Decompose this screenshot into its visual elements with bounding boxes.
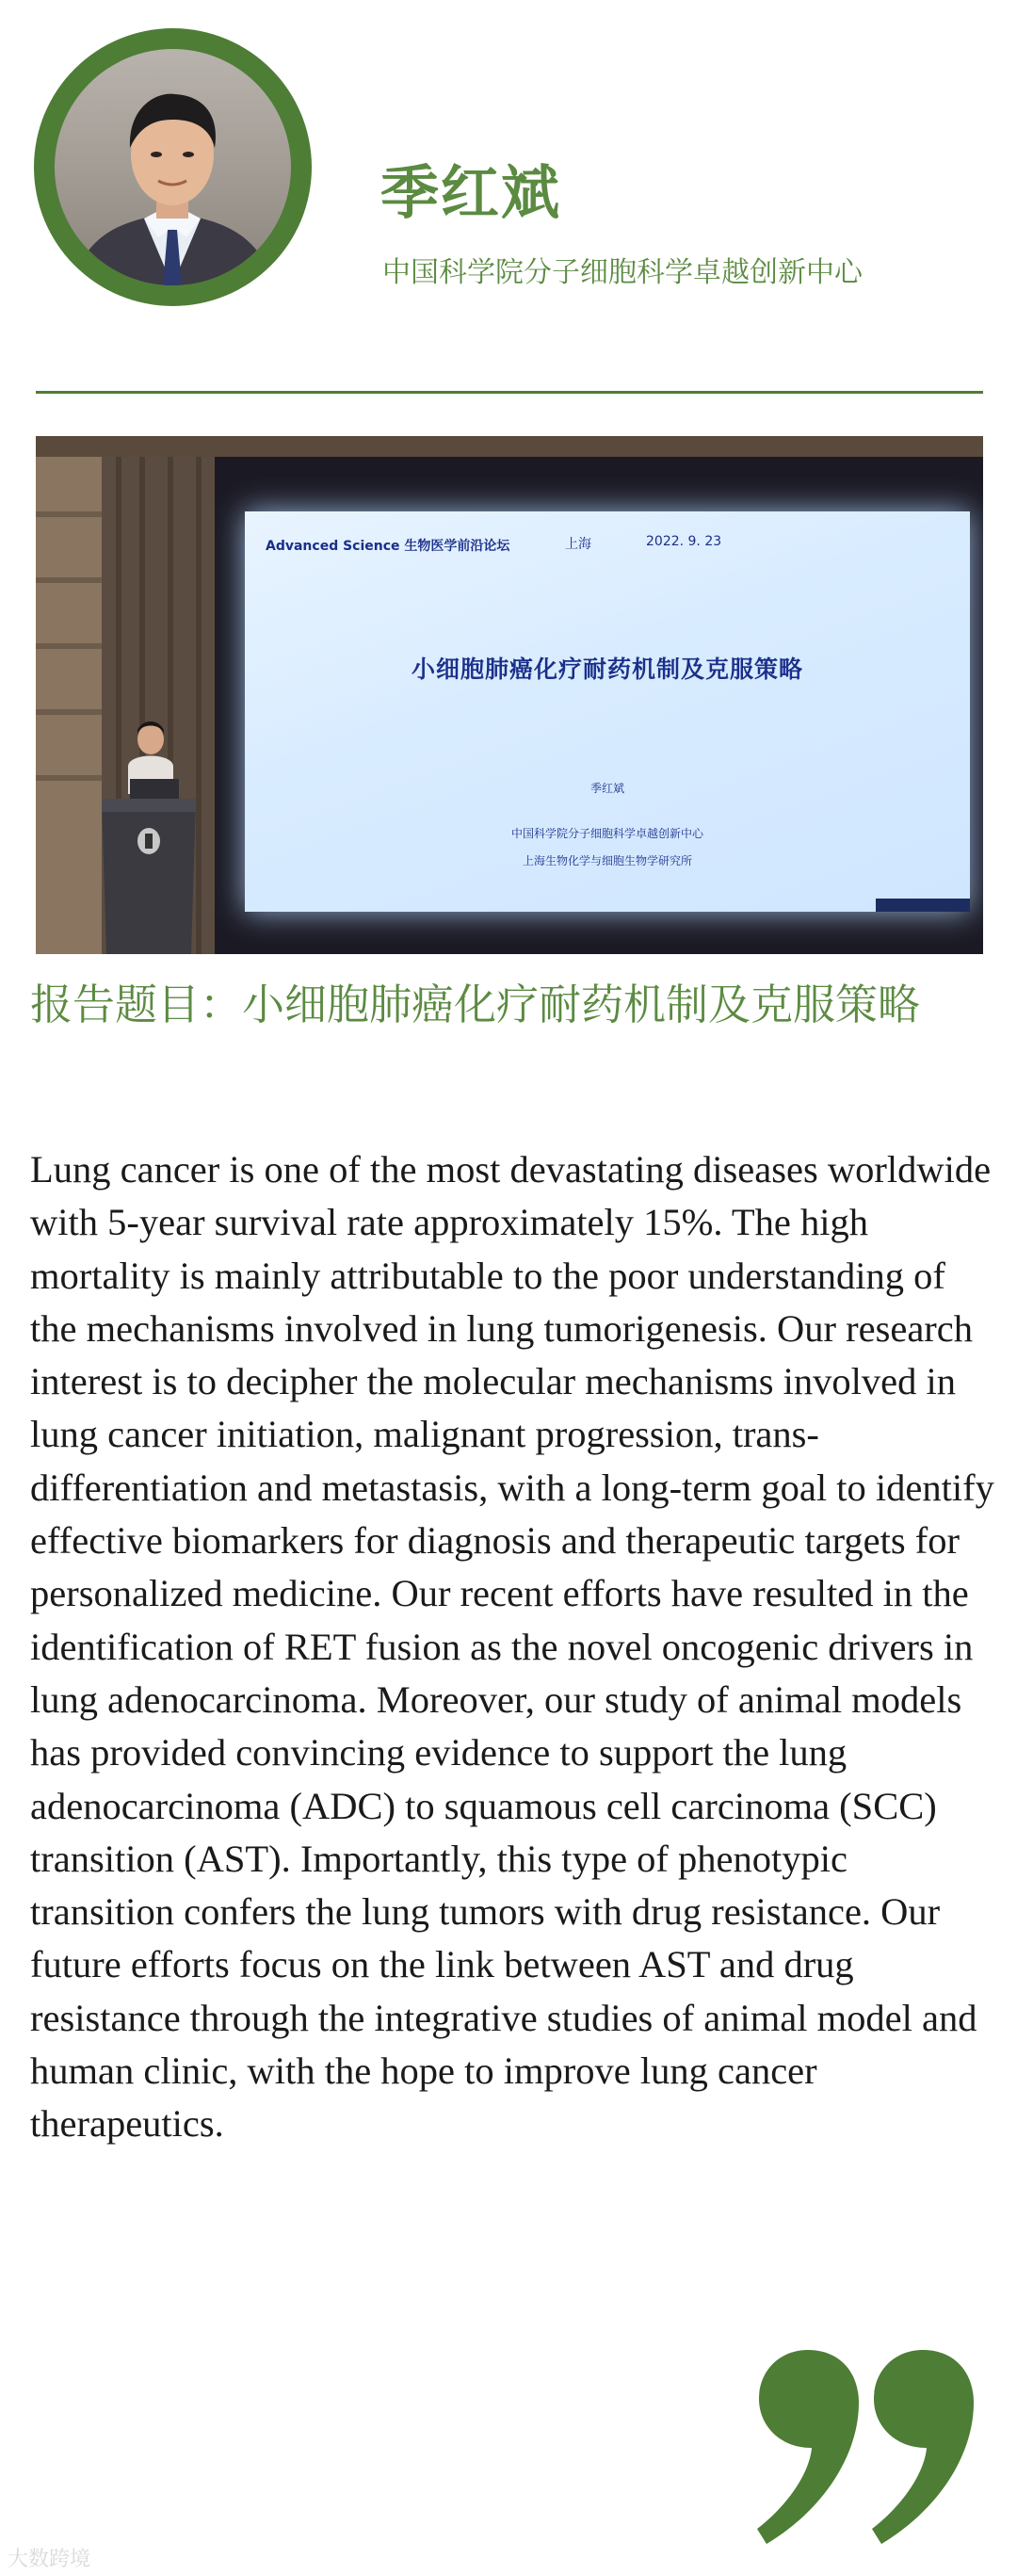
speaker-avatar (55, 49, 291, 285)
speaker-affiliation: 中国科学院分子细胞科学卓越创新中心 (382, 256, 863, 289)
slide-corner-bar (876, 899, 970, 912)
slide-institution: 中国科学院分子细胞科学卓越创新中心 (510, 827, 703, 840)
report-title: 报告题目：小细胞肺癌化疗耐药机制及克服策略 (30, 980, 921, 1029)
abstract-text: Lung cancer is one of the most devastating diseases worldwide with 5-year survival rate approximately 15%. The high mortality is mainly attributable to the poor understanding of the mechanisms involved in lung tumorigenesis. Our research interest is to decipher the molecular mechanisms involved in lung cancer initiation, malignant progression, trans-differentiation and metastasis, with a long-term goal to identify effective biomarkers for diagnosis and therapeutic targets for personalized medicine. Our recent efforts have resulted in the identification of RET fusion as the novel oncogenic drivers in lung adenocarcinoma. Moreover, our study of animal models has provided convincing evidence to support the lung adenocarcinoma (ADC) to squamous cell carcinoma (SCC) transition (AST). Importantly, this type of phenotypic transition confers the lung tumors with drug resistance. Our future efforts focus on the link between AST and drug resistance through the integrative studies of animal model and human clinic, with the hope to improve lung cancer therapeutics. (30, 1148, 994, 2146)
header-divider (36, 391, 983, 394)
slide-header: Advanced Science 生物医学前沿论坛 (266, 539, 510, 554)
presentation-slide (245, 511, 970, 912)
slide-date: 2022. 9. 23 (646, 534, 722, 549)
closing-quote-icon (753, 2350, 979, 2548)
slide-title: 小细胞肺癌化疗耐药机制及克服策略 (411, 656, 803, 683)
speaker-portrait-icon (55, 49, 291, 285)
watermark: 大数跨境 (8, 2548, 91, 2571)
speaker-name: 季红斌 (380, 158, 562, 227)
slide-presenter: 季红斌 (589, 782, 624, 795)
lecture-photo (36, 436, 983, 954)
slide-location: 上海 (565, 537, 591, 552)
slide-institution: 上海生物化学与细胞生物学研究所 (522, 854, 692, 867)
